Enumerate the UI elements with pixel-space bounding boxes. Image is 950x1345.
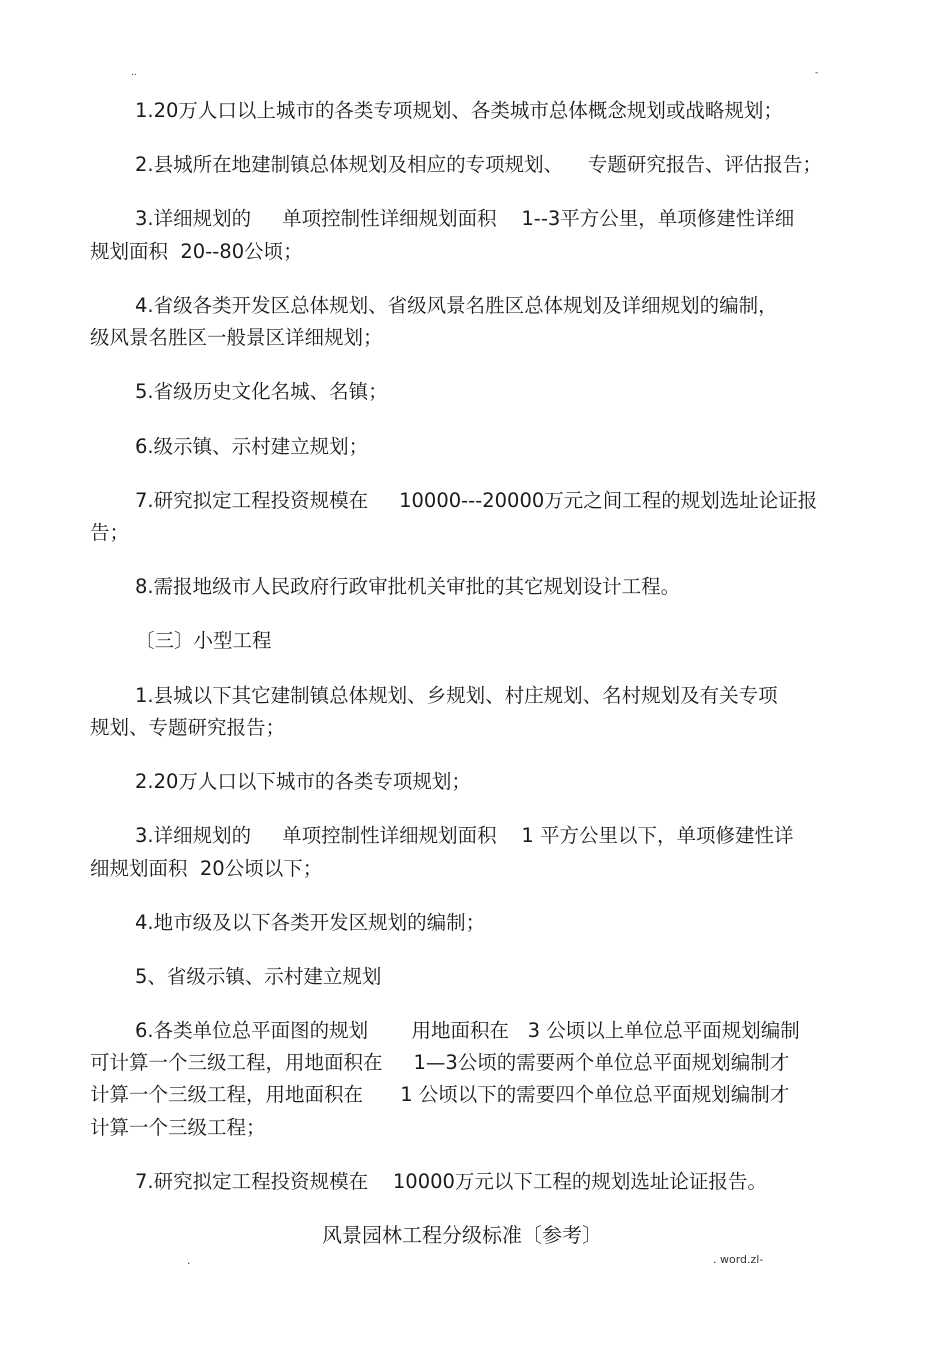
paragraph-line: 细规划面积 20公顷以下； bbox=[90, 857, 323, 880]
paragraph-line: 计算一个三级工程； bbox=[90, 1116, 266, 1139]
paragraph-line: 2.20万人口以下城市的各类专项规划； bbox=[135, 770, 471, 793]
paragraph-line: 5.省级历史文化名城、名镇； bbox=[135, 380, 388, 403]
footer-left-mark: . bbox=[187, 1254, 191, 1267]
paragraph-line: 规划、专题研究报告； bbox=[90, 716, 286, 739]
paragraph-line: 1.县城以下其它建制镇总体规划、乡规划、村庄规划、名村规划及有关专项 bbox=[135, 684, 778, 707]
paragraph-line: 7.研究拟定工程投资规模在 10000万元以下工程的规划选址论证报告。 bbox=[135, 1170, 767, 1193]
paragraph-line: 7.研究拟定工程投资规模在 10000---20000万元之间工程的规划选址论证报 bbox=[135, 489, 818, 512]
paragraph-line: 计算一个三级工程，用地面积在 1 公顷以下的需要四个单位总平面规划编制才 bbox=[90, 1083, 790, 1106]
footer-right-text: . word.zl- bbox=[713, 1253, 764, 1266]
paragraph-line: 可计算一个三级工程，用地面积在 1—3公顷的需要两个单位总平面规划编制才 bbox=[90, 1051, 790, 1074]
paragraph-line: 4.地市级及以下各类开发区规划的编制； bbox=[135, 911, 486, 934]
paragraph-line: 规划面积 20--80公顷； bbox=[90, 240, 303, 263]
paragraph-line: 2.县城所在地建制镇总体规划及相应的专项规划、 专题研究报告、评估报告； bbox=[135, 153, 822, 176]
paragraph-line: 4.省级各类开发区总体规划、省级风景名胜区总体规划及详细规划的编制， bbox=[135, 294, 778, 317]
subsection-heading: 〔三〕小型工程 bbox=[135, 629, 272, 652]
paragraph-line: 3.详细规划的 单项控制性详细规划面积 1--3平方公里，单项修建性详细 bbox=[135, 207, 795, 230]
paragraph-line: 6.级示镇、示村建立规划； bbox=[135, 435, 369, 458]
header-left-mark: .. bbox=[131, 68, 137, 78]
paragraph-line: 告； bbox=[90, 521, 130, 544]
paragraph-line: 6.各类单位总平面图的规划 用地面积在 3 公顷以上单位总平面规划编制 bbox=[135, 1019, 800, 1042]
paragraph-line: 8.需报地级市人民政府行政审批机关审批的其它规划设计工程。 bbox=[135, 575, 681, 598]
header-right-mark: - bbox=[815, 68, 819, 78]
paragraph-line: 3.详细规划的 单项控制性详细规划面积 1 平方公里以下，单项修建性详 bbox=[135, 824, 794, 847]
paragraph-line: 5、省级示镇、示村建立规划 bbox=[135, 965, 382, 988]
paragraph-line: 1.20万人口以上城市的各类专项规划、各类城市总体概念规划或战略规划； bbox=[135, 99, 783, 122]
section-title: 风景园林工程分级标准〔参考〕 bbox=[322, 1223, 602, 1247]
paragraph-line: 级风景名胜区一般景区详细规划； bbox=[90, 326, 383, 349]
